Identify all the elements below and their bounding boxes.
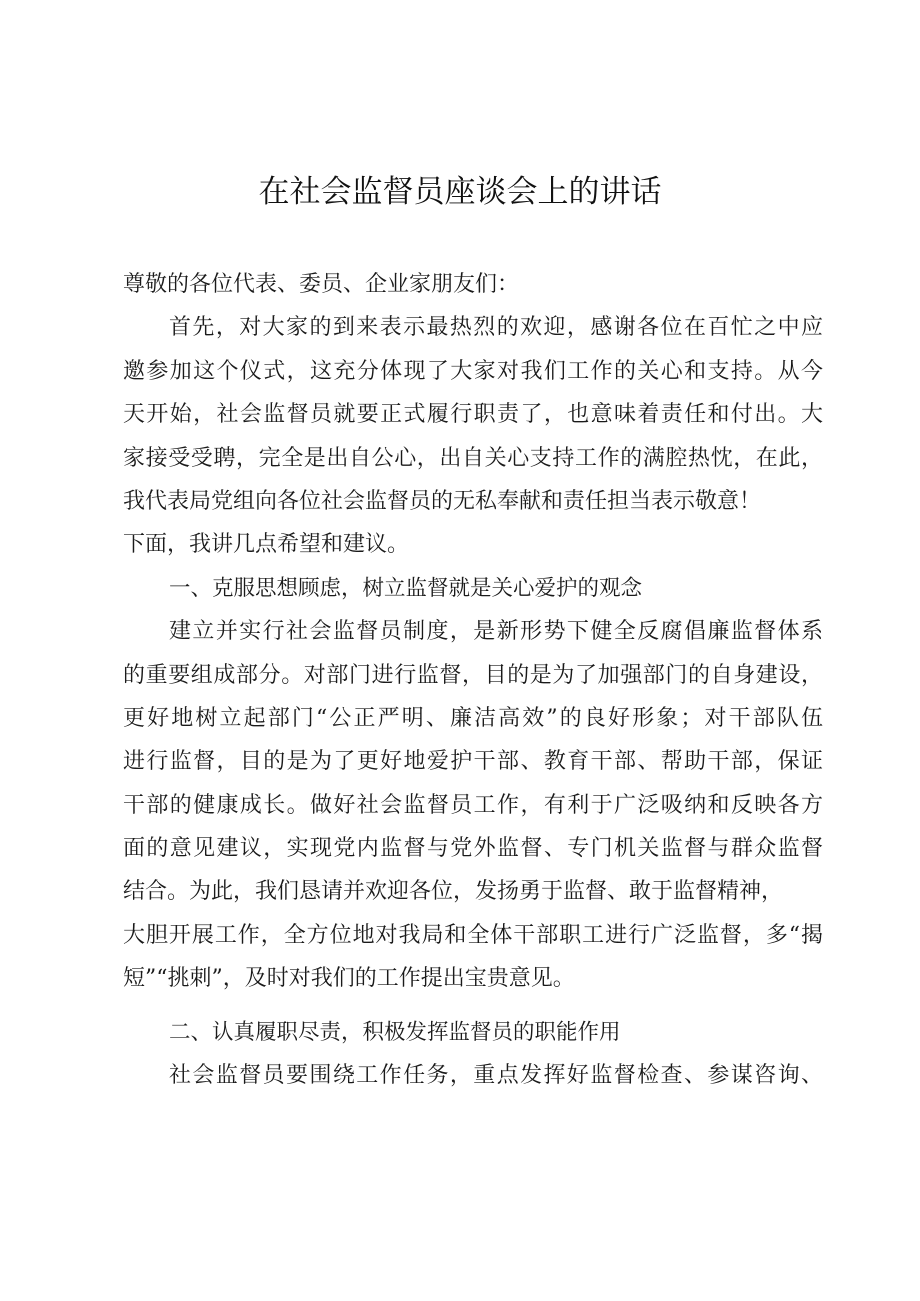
intro-line: 家接受受聘，完全是出自公心，出自关心支持工作的满腔热忱，在此， [123,445,823,471]
intro-line: 下面，我讲几点希望和建议。 [123,532,410,558]
section1-line: 建立并实行社会监督员制度，是新形势下健全反腐倡廉监督体系 [169,619,823,645]
section1-line: 面的意见建议，实现党内监督与党外监督、专门机关监督与群众监督 [123,836,823,862]
salutation: 尊敬的各位代表、委员、企业家朋友们： [123,272,520,297]
intro-line: 我代表局党组向各位社会监督员的无私奉献和责任担当表示敬意！ [123,488,762,514]
section1-line: 更好地树立起部门“公正严明、廉洁高效”的良好形象；对干部队伍 [123,705,823,731]
section1-line: 的重要组成部分。对部门进行监督，目的是为了加强部门的自身建设， [123,662,823,688]
section1-line: 大胆开展工作，全方位地对我局和全体干部职工进行广泛监督，多“揭 [123,922,823,948]
intro-line: 首先，对大家的到来表示最热烈的欢迎，感谢各位在百忙之中应 [169,315,823,341]
section1-line: 进行监督，目的是为了更好地爱护干部、教育干部、帮助干部，保证 [123,749,823,775]
document-body [123,263,823,1097]
intro-line: 天开始，社会监督员就要正式履行职责了，也意味着责任和付出。大 [123,402,823,428]
document-title: 在社会监督员座谈会上的讲话 [258,174,662,210]
section-heading-1: 一、克服思想顾虑，树立监督就是关心爱护的观念 [169,575,643,601]
section2-line: 社会监督员要围绕工作任务，重点发挥好监督检查、参谋咨询、 [169,1063,823,1089]
section1-line: 结合。为此，我们恳请并欢迎各位，发扬勇于监督、敢于监督精神， [123,879,784,905]
section-heading-2: 二、认真履职尽责，积极发挥监督员的职能作用 [169,1019,621,1045]
section1-line: 短”“挑刺”，及时对我们的工作提出宝贵意见。 [123,966,575,992]
section1-line: 干部的健康成长。做好社会监督员工作，有利于广泛吸纳和反映各方 [123,792,823,818]
intro-line: 邀参加这个仪式，这充分体现了大家对我们工作的关心和支持。从今 [123,358,823,384]
